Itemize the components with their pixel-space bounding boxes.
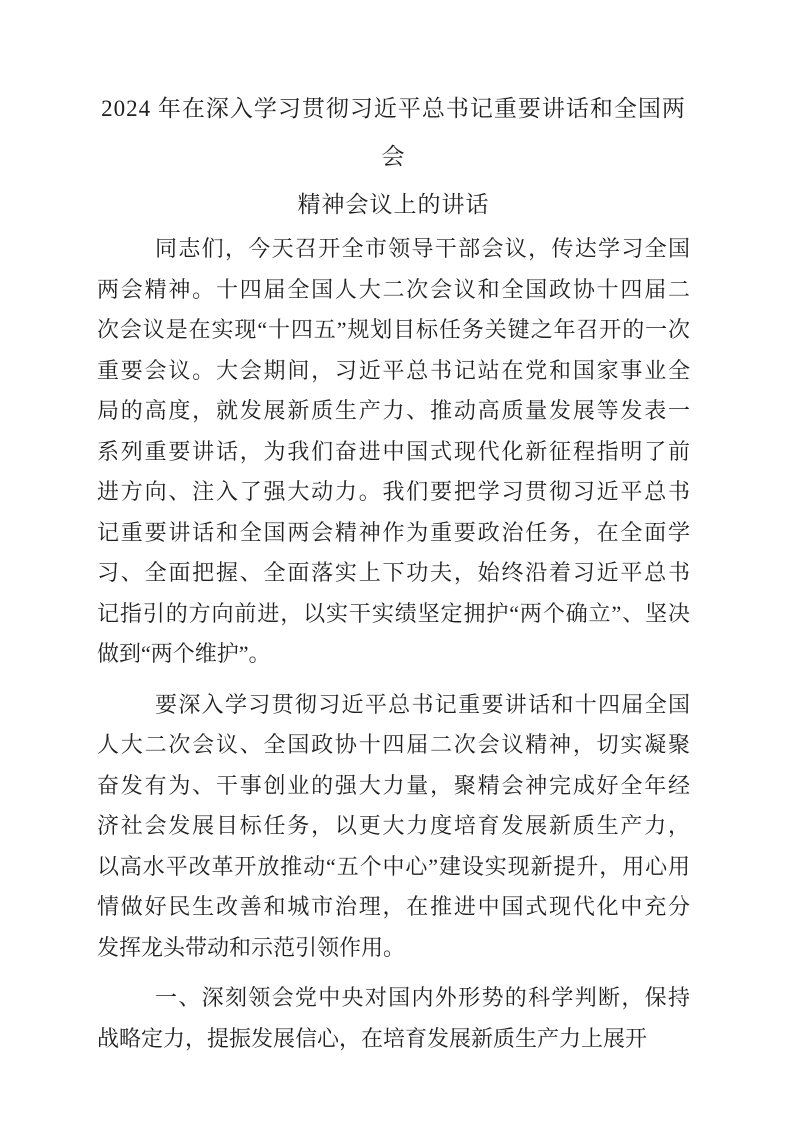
text-line: 奋发有为、干事创业的强大力量，聚精会神完成好全年经 (97, 772, 690, 798)
document-title (97, 85, 690, 229)
title-line-2: 精神会议上的讲话 (297, 192, 490, 217)
paragraph (97, 229, 690, 675)
text-line: 记重要讲话和全国两会精神作为重要政治任务，在全面学 (97, 519, 690, 545)
text-line: 战略定力，提振发展信心，在培育发展新质生产力上展开 (97, 1025, 648, 1051)
title-line-1: 2024 年在深入学习贯彻习近平总书记重要讲话和全国两会 (101, 96, 686, 169)
text-line: 济社会发展目标任务，以更大力度培育发展新质生产力， (97, 813, 690, 838)
text-line: 进方向、注入了强大动力。我们要把学习贯彻习近平总书 (97, 479, 690, 504)
text-line: 系列重要讲话，为我们奋进中国式现代化新征程指明了前 (97, 438, 690, 464)
text-line: 以高水平改革开放推动“五个中心”建设实现新提升，用心用 (97, 853, 690, 879)
text-line: 重要会议。大会期间，习近平总书记站在党和国家事业全 (97, 357, 690, 383)
text-line: 情做好民生改善和城市治理，在推进中国式现代化中充分 (97, 894, 690, 919)
text-line: 同志们，今天召开全市领导干部会议，传达学习全国 (155, 236, 690, 261)
text-line: 一、深刻领会党中央对国内外形势的科学判断，保持 (155, 985, 690, 1010)
paragraph (97, 685, 690, 969)
text-line: 发挥龙头带动和示范引领作用。 (97, 934, 406, 960)
text-line: 局的高度，就发展新质生产力、推动高质量发展等发表一 (97, 398, 690, 423)
text-line: 两会精神。十四届全国人大二次会议和全国政协十四届二 (97, 276, 690, 302)
document-body (97, 229, 690, 1059)
text-line: 人大二次会议、全国政协十四届二次会议精神，切实凝聚 (97, 732, 690, 757)
text-line: 做到“两个维护”。 (97, 641, 271, 666)
text-line: 次会议是在实现“十四五”规划目标任务关键之年召开的一次 (97, 317, 690, 342)
text-line: 记指引的方向前进，以实干实绩坚定拥护“两个确立”、坚决 (97, 600, 690, 626)
paragraph (97, 978, 690, 1059)
text-line: 习、全面把握、全面落实上下功夫，始终沿着习近平总书 (97, 560, 690, 585)
text-line: 要深入学习贯彻习近平总书记重要讲话和十四届全国 (155, 691, 690, 717)
